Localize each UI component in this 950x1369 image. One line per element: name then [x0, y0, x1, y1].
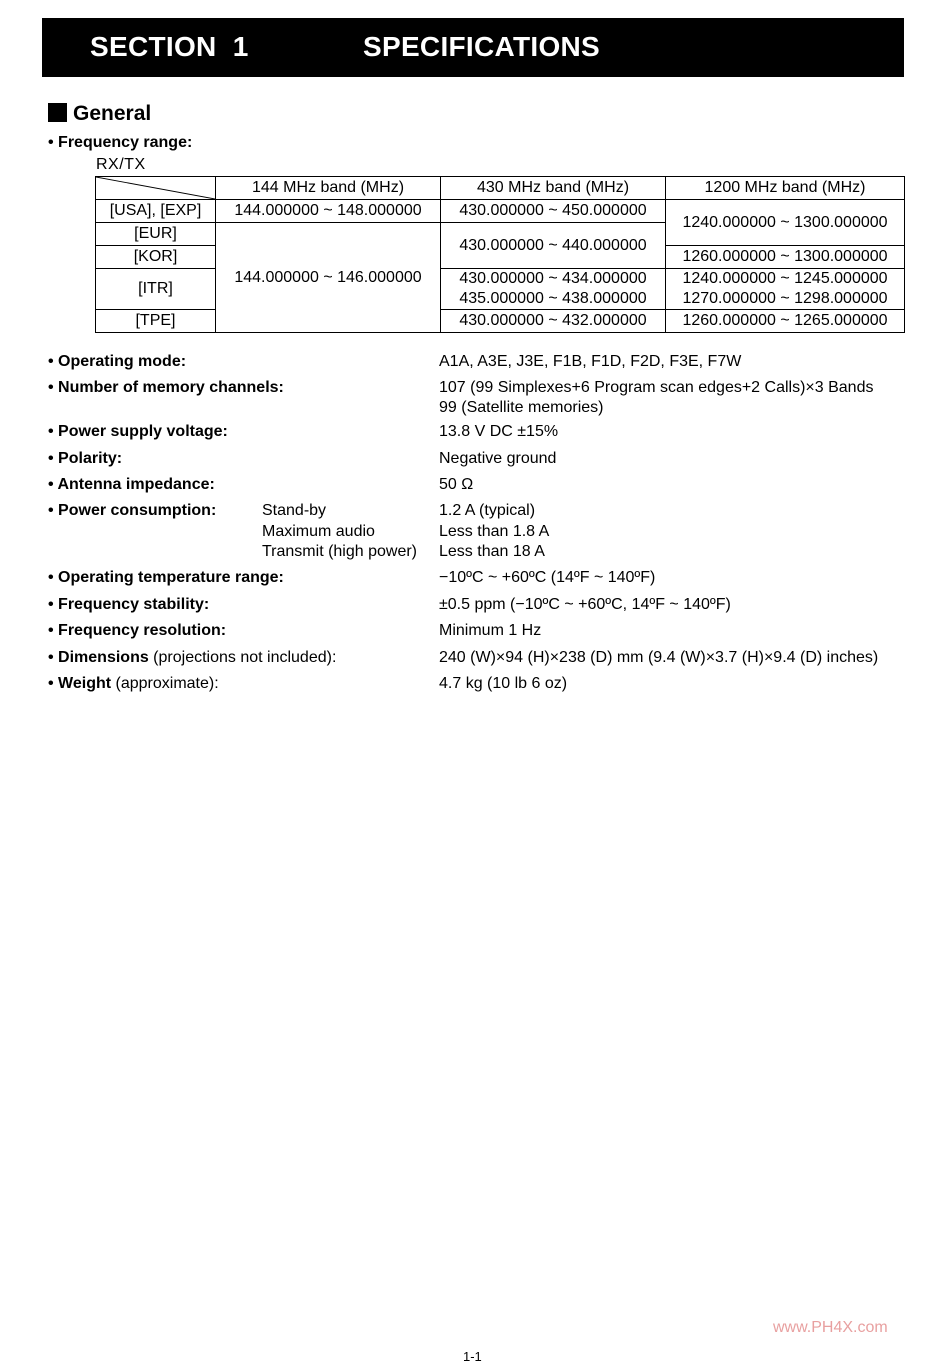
table-corner-cell — [96, 177, 216, 200]
frequency-table — [95, 176, 905, 333]
antenna-impedance-value: 50 Ω — [439, 476, 474, 493]
power-sub-max-audio: Maximum audio — [262, 523, 375, 540]
cell-1200-itr-1: 1240.000000 ~ 1245.000000 — [682, 270, 888, 287]
frequency-stability-value: ±0.5 ppm (−10ºC ~ +60ºC, 14ºF ~ 140ºF) — [439, 596, 731, 613]
temperature-range-value: −10ºC ~ +60ºC (14ºF ~ 140ºF) — [439, 569, 656, 586]
dimensions-label-rest: (projections not included): — [148, 649, 337, 666]
dimensions-label — [48, 648, 336, 668]
frequency-range-label: • Frequency range: — [48, 134, 193, 151]
frequency-resolution-value: Minimum 1 Hz — [439, 622, 542, 639]
cell-1200-tpe: 1260.000000 ~ 1265.000000 — [666, 310, 905, 333]
cell-430-itr-2: 435.000000 ~ 438.000000 — [459, 290, 647, 307]
power-val-transmit: Less than 18 A — [439, 543, 545, 560]
memory-channels-label: • Number of memory channels: — [48, 379, 284, 396]
weight-label — [48, 674, 219, 694]
dimensions-value: 240 (W)×94 (H)×238 (D) mm (9.4 (W)×3.7 (H)×9.4 (D) inches) — [439, 649, 879, 666]
cell-1200-itr-2: 1270.000000 ~ 1298.000000 — [682, 290, 888, 307]
memory-channels-value-2: 99 (Satellite memories) — [439, 399, 604, 416]
power-val-max-audio: Less than 1.8 A — [439, 523, 550, 540]
power-val-standby: 1.2 A (typical) — [439, 502, 536, 519]
page-number: 1-1 — [463, 1349, 482, 1364]
power-supply-value: 13.8 V DC ±15% — [439, 423, 559, 440]
polarity-label: • Polarity: — [48, 450, 123, 467]
cell-144-rest: 144.000000 ~ 146.000000 — [216, 223, 441, 333]
header-430: 430 MHz band (MHz) — [441, 177, 666, 200]
cell-430-usa: 430.000000 ~ 450.000000 — [441, 200, 666, 223]
memory-channels-value-1: 107 (99 Simplexes+6 Program scan edges+2 Calls)×3 Bands — [439, 379, 874, 396]
header-144: 144 MHz band (MHz) — [216, 177, 441, 200]
table-row — [96, 177, 905, 200]
region-eur: [EUR] — [96, 223, 216, 246]
diagonal-line — [96, 177, 215, 199]
power-supply-label: • Power supply voltage: — [48, 423, 228, 440]
general-heading-text: General — [73, 102, 152, 125]
cell-430-eur-kor: 430.000000 ~ 440.000000 — [441, 223, 666, 269]
weight-label-bold: • Weight — [48, 675, 112, 692]
weight-label-rest: (approximate): — [111, 675, 219, 692]
power-sub-transmit: Transmit (high power) — [262, 543, 418, 560]
power-sub-standby: Stand-by — [262, 502, 327, 519]
dimensions-label-bold: • Dimensions — [48, 649, 149, 666]
header-1200: 1200 MHz band (MHz) — [666, 177, 905, 200]
rxtx-label: RX/TX — [96, 156, 146, 173]
watermark-url: www.PH4X.com — [773, 1319, 888, 1336]
operating-mode-value: A1A, A3E, J3E, F1B, F1D, F2D, F3E, F7W — [439, 353, 742, 370]
polarity-value: Negative ground — [439, 450, 557, 467]
section-header-bar — [42, 18, 904, 77]
region-tpe: [TPE] — [96, 310, 216, 333]
section-number: SECTION 1 — [90, 31, 249, 62]
frequency-stability-label: • Frequency stability: — [48, 596, 210, 613]
weight-value: 4.7 kg (10 lb 6 oz) — [439, 675, 568, 692]
operating-mode-label: • Operating mode: — [48, 353, 187, 370]
cell-430-tpe: 430.000000 ~ 432.000000 — [441, 310, 666, 333]
cell-144-usa: 144.000000 ~ 148.000000 — [216, 200, 441, 223]
general-heading — [48, 102, 151, 126]
antenna-impedance-label: • Antenna impedance: — [48, 476, 215, 493]
power-consumption-label: • Power consumption: — [48, 502, 217, 519]
section-title: SPECIFICATIONS — [363, 31, 601, 62]
cell-430-itr-1: 430.000000 ~ 434.000000 — [459, 270, 647, 287]
region-kor: [KOR] — [96, 246, 216, 269]
cell-1200-usa-eur: 1240.000000 ~ 1300.000000 — [666, 200, 905, 246]
square-bullet-icon — [48, 103, 67, 122]
table-row — [96, 200, 905, 223]
cell-1200-kor: 1260.000000 ~ 1300.000000 — [666, 246, 905, 269]
region-usa-exp: [USA], [EXP] — [96, 200, 216, 223]
frequency-resolution-label: • Frequency resolution: — [48, 622, 227, 639]
region-itr: [ITR] — [96, 269, 216, 310]
cell-1200-itr — [666, 269, 905, 310]
temperature-range-label: • Operating temperature range: — [48, 569, 284, 586]
cell-430-itr — [441, 269, 666, 310]
